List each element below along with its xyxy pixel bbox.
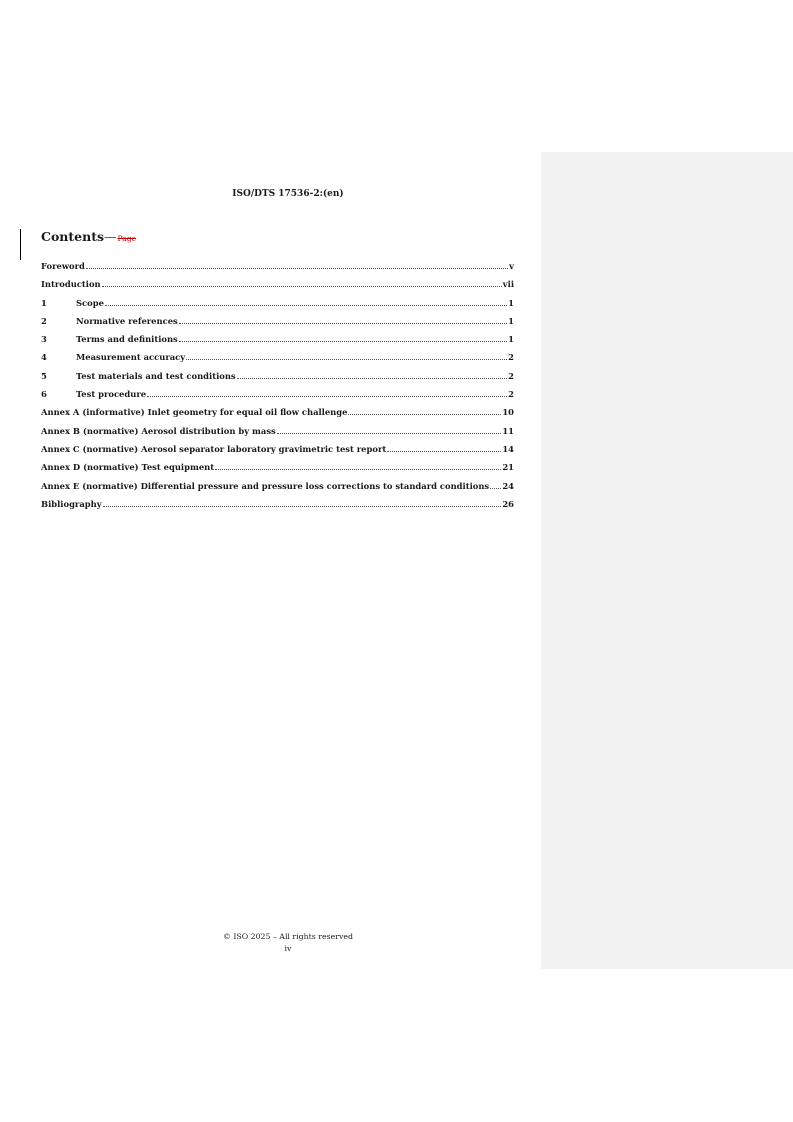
toc-dot-leader <box>105 305 507 306</box>
toc-entry-page[interactable]: 1 <box>508 297 514 308</box>
toc-entry-number: 6 <box>41 389 47 400</box>
toc-entry[interactable] <box>41 426 514 444</box>
toc-entry[interactable] <box>41 261 514 279</box>
toc-entry-title[interactable]: Test materials and test conditions <box>76 370 236 381</box>
toc-entry[interactable] <box>41 389 514 407</box>
toc-entry-page[interactable]: 1 <box>508 334 514 345</box>
toc-entry[interactable] <box>41 279 514 297</box>
toc-entry[interactable] <box>41 334 514 352</box>
copyright-notice: © ISO 2025 – All rights reserved <box>223 932 353 941</box>
toc-entry-page[interactable]: v <box>509 261 514 271</box>
toc-entry-title[interactable]: Annex A (informative) Inlet geometry for equal oil flow challenge <box>41 407 348 418</box>
toc-dot-leader <box>387 451 501 452</box>
table-of-contents <box>41 261 514 517</box>
toc-dot-leader <box>237 378 508 379</box>
toc-dot-leader <box>86 268 508 269</box>
toc-entry-page[interactable]: vii <box>502 279 514 290</box>
toc-entry-page[interactable]: 10 <box>502 407 514 418</box>
toc-entry[interactable] <box>41 462 514 480</box>
toc-dot-leader <box>215 469 501 470</box>
toc-entry[interactable] <box>41 316 514 334</box>
contents-title: Contents <box>41 229 105 244</box>
toc-entry-number: 4 <box>41 352 47 363</box>
toc-entry-page[interactable]: 21 <box>502 462 514 473</box>
toc-entry[interactable] <box>41 371 514 389</box>
toc-dot-leader <box>179 341 507 342</box>
toc-entry-number: 1 <box>41 297 47 308</box>
toc-dot-leader <box>179 323 507 324</box>
toc-entry-number: 3 <box>41 334 47 345</box>
toc-entry[interactable] <box>41 499 514 517</box>
toc-entry-page[interactable]: 24 <box>502 480 514 491</box>
toc-entry-page[interactable]: 26 <box>502 498 514 509</box>
contents-separator: — <box>104 229 117 244</box>
toc-dot-leader <box>186 359 507 360</box>
toc-entry-title[interactable]: Bibliography <box>41 498 102 509</box>
toc-entry-number: 2 <box>41 315 47 326</box>
toc-entry-number: 5 <box>41 370 47 381</box>
toc-entry-title[interactable]: Measurement accuracy <box>76 352 186 363</box>
toc-entry-title[interactable]: Foreword <box>41 261 85 271</box>
change-bar <box>20 229 21 260</box>
toc-entry-title[interactable]: Annex B (normative) Aerosol distribution by mass <box>41 425 276 436</box>
toc-entry-page[interactable]: 1 <box>508 315 514 326</box>
toc-dot-leader <box>103 506 502 507</box>
toc-dot-leader <box>277 433 502 434</box>
toc-dot-leader <box>490 488 501 489</box>
toc-entry-page[interactable]: 14 <box>502 443 514 454</box>
toc-entry-title[interactable]: Terms and definitions <box>76 334 178 345</box>
comment-pane <box>541 152 793 969</box>
toc-dot-leader <box>348 414 501 415</box>
toc-entry-title[interactable]: Annex E (normative) Differential pressure and pressure loss corrections to standard conditions <box>41 480 490 491</box>
toc-entry-title[interactable]: Annex D (normative) Test equipment <box>41 462 215 473</box>
toc-dot-leader <box>147 396 507 397</box>
deleted-page-label: Page <box>117 234 136 243</box>
page-number: iv <box>284 943 292 953</box>
toc-entry-title[interactable]: Annex C (normative) Aerosol separator laboratory gravimetric test report <box>41 443 387 454</box>
toc-entry-title[interactable]: Scope <box>76 297 104 308</box>
contents-heading <box>41 229 136 244</box>
toc-entry-page[interactable]: 2 <box>508 389 514 400</box>
toc-entry[interactable] <box>41 444 514 462</box>
toc-entry-page[interactable]: 2 <box>508 352 514 363</box>
toc-entry-title[interactable]: Introduction <box>41 279 101 290</box>
toc-dot-leader <box>102 286 502 287</box>
toc-entry[interactable] <box>41 352 514 370</box>
toc-entry[interactable] <box>41 407 514 425</box>
toc-entry-page[interactable]: 2 <box>508 370 514 381</box>
document-header: ISO/DTS 17536-2:(en) <box>232 189 344 199</box>
toc-entry-title[interactable]: Normative references <box>76 315 178 326</box>
page-footer <box>0 931 576 954</box>
toc-entry[interactable] <box>41 298 514 316</box>
toc-entry-page[interactable]: 11 <box>502 425 514 436</box>
toc-entry[interactable] <box>41 481 514 499</box>
toc-entry-title[interactable]: Test procedure <box>76 389 147 400</box>
